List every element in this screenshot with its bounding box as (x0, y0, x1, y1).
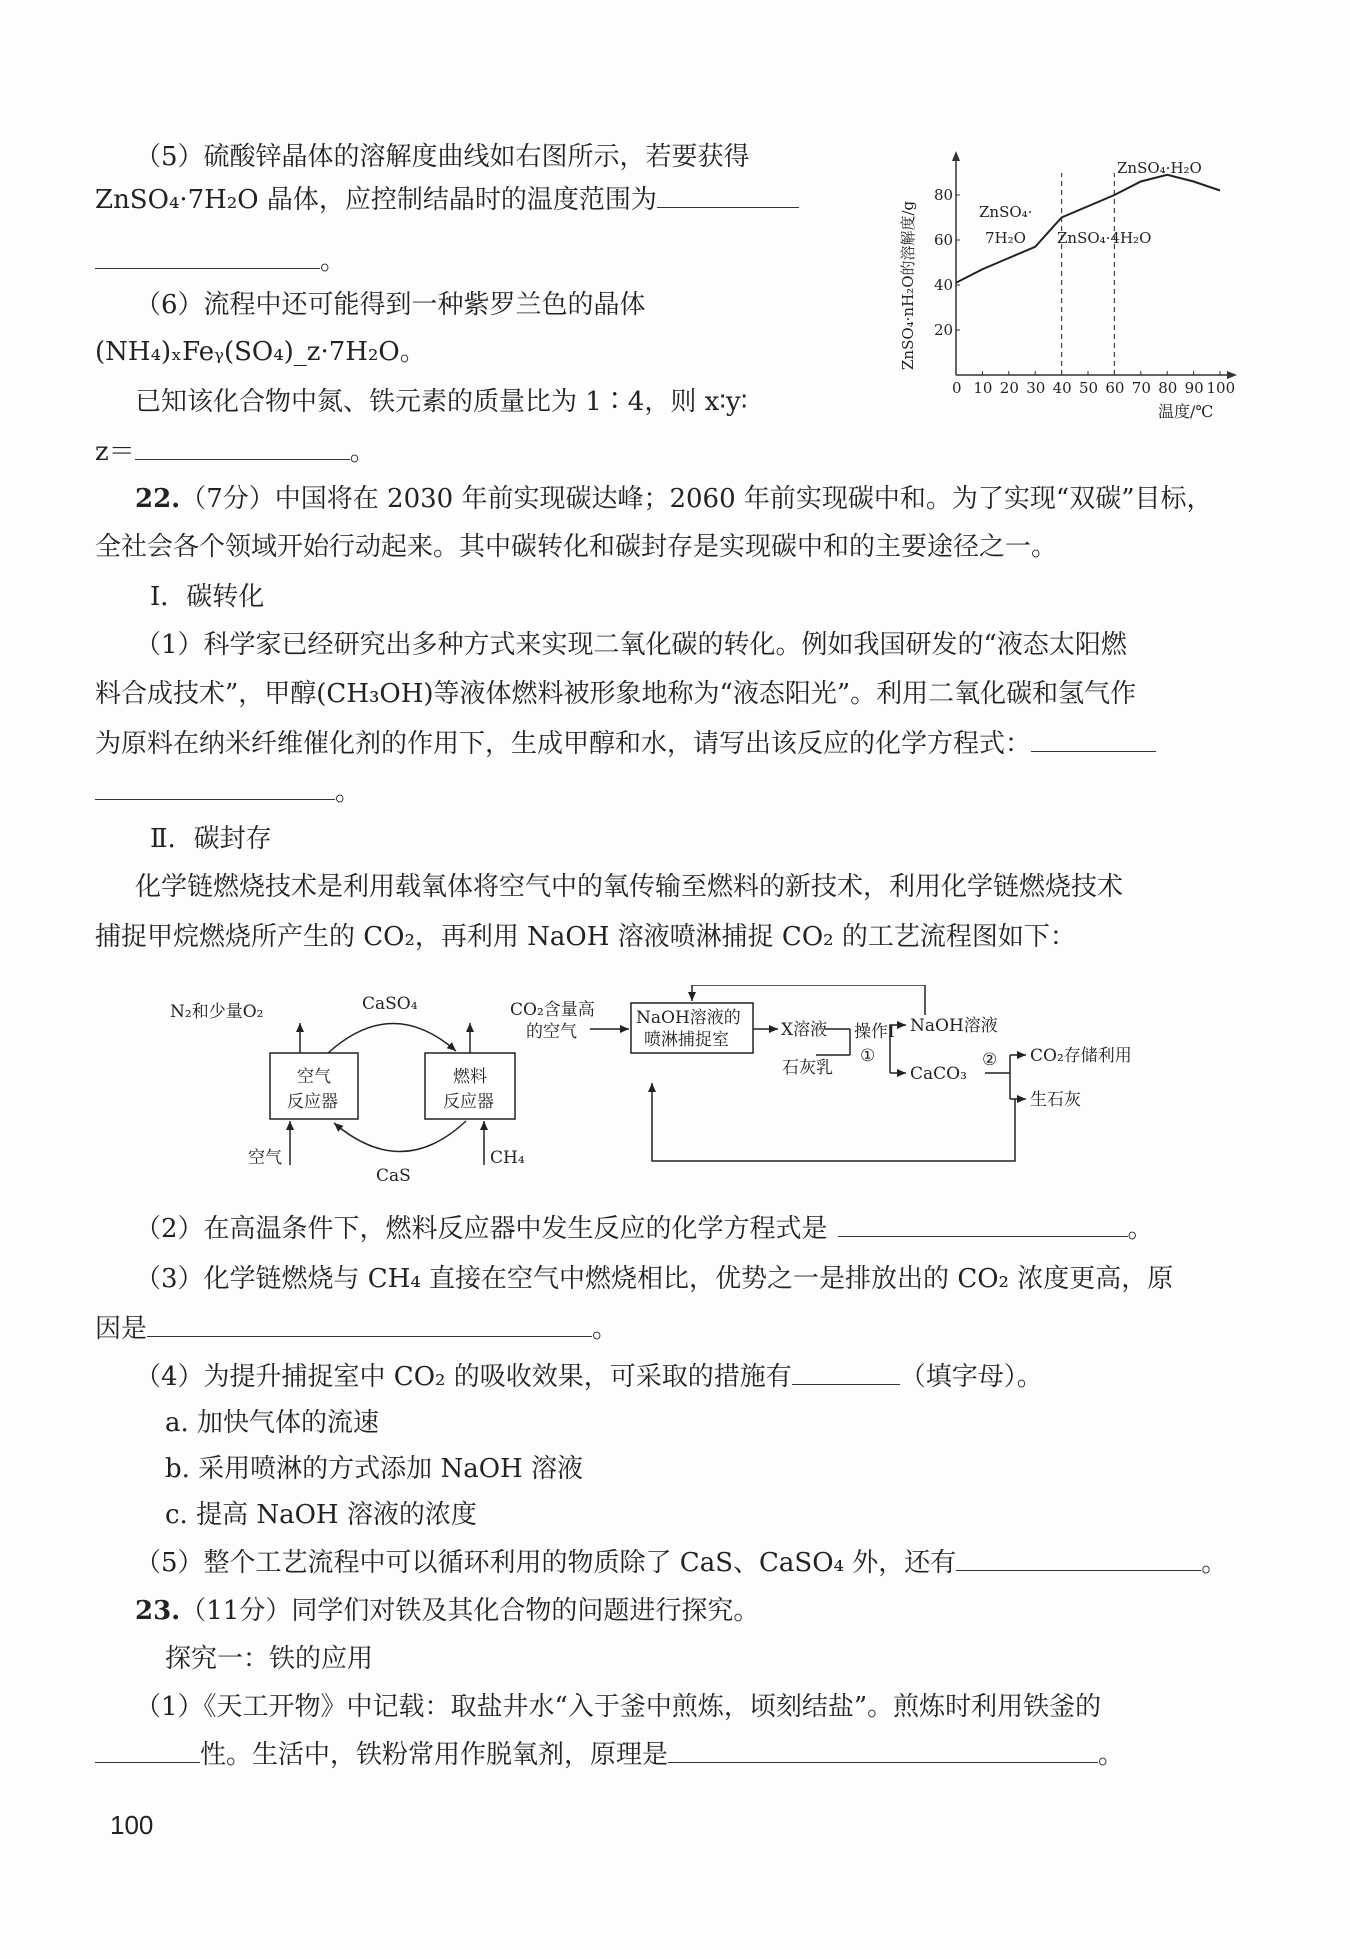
label-air: 空气 (248, 1148, 282, 1168)
region-label-h2o: ZnSO₄·H₂O (1117, 159, 1202, 177)
x-tick-label: 80 (1158, 379, 1178, 397)
q23-p1-line1: （1）《天工开物》中记载：取盐井水“入于釜中煎炼，顷刻结盐”。煎炼时利用铁釜的 (135, 1692, 1102, 1722)
answer-blank-equation-1a[interactable] (1031, 729, 1156, 752)
option-a: a. 加快气体的流速 (165, 1408, 380, 1438)
region-label-4h2o: ZnSO₄·4H₂O (1057, 229, 1152, 247)
q22-intro-line2: 捕捉甲烷燃烧所产生的 CO₂，再利用 NaOH 溶液喷淋捕捉 CO₂ 的工艺流程图如下： (95, 922, 1076, 952)
q23-number: 23. (135, 1596, 181, 1626)
q23-p1-line2-mid: 性。生活中，铁粉常用作脱氧剂，原理是 (200, 1740, 669, 1770)
chart-xlabel: 温度/℃ (1158, 402, 1214, 421)
y-tick-label: 40 (934, 276, 954, 294)
q22-intro-line1: 化学链燃烧技术是利用载氧体将空气中的氧传输至燃料的新技术，利用化学链燃烧技术 (135, 872, 1124, 902)
answer-blank-principle[interactable] (668, 1740, 1098, 1763)
answer-blank-reason[interactable] (147, 1314, 592, 1337)
q23-p1-line2-end: 。 (1098, 1740, 1125, 1770)
q22-p1-line4-end: 。 (335, 777, 362, 807)
label-circle-1: ① (860, 1046, 876, 1066)
q23-heading (135, 1594, 759, 1628)
answer-blank-ratio[interactable] (135, 437, 350, 460)
q22-p3-end: 。 (592, 1314, 619, 1344)
x-tick-label: 30 (1026, 379, 1046, 397)
section-carbon-conversion: Ⅰ．碳转化 (150, 582, 265, 612)
q22-p5 (135, 1546, 1227, 1580)
label-air-reactor-2: 反应器 (287, 1092, 338, 1112)
q21-p5-line1: （5）硫酸锌晶体的溶解度曲线如右图所示，若要获得 (135, 142, 750, 172)
q22-p4-end: （填字母）。 (899, 1362, 1043, 1392)
label-ch4: CH₄ (490, 1148, 525, 1168)
label-caso4: CaSO₄ (362, 994, 418, 1014)
answer-blank-measures[interactable] (792, 1362, 900, 1385)
x-tick-label: 10 (973, 379, 993, 397)
q22-p3-line2 (95, 1312, 618, 1346)
label-fuel-reactor-2: 反应器 (443, 1092, 494, 1112)
label-naoh-solution: NaOH溶液 (910, 1016, 998, 1036)
q22-p5-text: （5）整个工艺流程中可以循环利用的物质除了 CaS、CaSO₄ 外，还有 (135, 1548, 957, 1578)
q22-p1-line1: （1）科学家已经研究出多种方式来实现二氧化碳的转化。例如我国研发的“液态太阳燃 (135, 630, 1127, 660)
q22-heading-text: （7分）中国将在 2030 年前实现碳达峰；2060 年前实现碳中和。为了实现“双碳”目标， (180, 484, 1213, 514)
q21-p6-line4 (95, 435, 376, 469)
label-cas: CaS (376, 1166, 411, 1185)
label-co2-high-2: 的空气 (526, 1022, 577, 1042)
answer-blank-equation-1b[interactable] (95, 777, 335, 800)
q22-p1-line4 (95, 775, 361, 809)
label-capture-1: NaOH溶液的 (636, 1008, 741, 1028)
y-tick-label: 80 (934, 186, 954, 204)
label-caco3: CaCO₃ (910, 1064, 967, 1084)
q22-p1-line3 (95, 727, 1156, 761)
q22-p2-end: 。 (1127, 1214, 1154, 1244)
label-operation-1: 操作Ⅰ (854, 1022, 895, 1042)
x-tick-label: 40 (1052, 379, 1072, 397)
q22-p4-text: （4）为提升捕捉室中 CO₂ 的吸收效果，可采取的措施有 (135, 1362, 792, 1392)
answer-blank-recycled[interactable] (956, 1548, 1201, 1571)
x-tick-label: 90 (1184, 379, 1204, 397)
label-air-reactor-1: 空气 (297, 1067, 331, 1087)
q21-p6-line4-end: 。 (349, 437, 376, 467)
q21-p6-line1: （6）流程中还可能得到一种紫罗兰色的晶体 (135, 290, 646, 320)
q22-p4 (135, 1360, 1043, 1394)
label-fuel-reactor-1: 燃料 (453, 1067, 487, 1087)
q22-p5-end: 。 (1201, 1548, 1228, 1578)
option-c: c. 提高 NaOH 溶液的浓度 (165, 1500, 477, 1530)
solubility-chart (895, 145, 1240, 425)
section-carbon-storage: Ⅱ．碳封存 (150, 824, 272, 854)
q21-p6-line2: (NH₄)ₓFeᵧ(SO₄)_z·7H₂O。 (95, 337, 426, 367)
answer-blank-fuel-reactor-equation[interactable] (838, 1214, 1128, 1237)
label-capture-2: 喷淋捕捉室 (644, 1030, 729, 1050)
q22-heading (135, 482, 1213, 516)
answer-blank-temp-range-1[interactable] (657, 185, 799, 208)
q22-heading-line2: 全社会各个领域开始行动起来。其中碳转化和碳封存是实现碳中和的主要途径之一。 (95, 532, 1058, 562)
page-number: 100 (110, 1810, 154, 1840)
label-lime-milk: 石灰乳 (782, 1058, 833, 1078)
q22-p2-text: （2）在高温条件下，燃料反应器中发生反应的化学方程式是 (135, 1214, 828, 1244)
region-label-7h2o-a: ZnSO₄· (979, 203, 1033, 221)
label-n2-o2: N₂和少量O₂ (170, 1002, 264, 1022)
option-b: b. 采用喷淋的方式添加 NaOH 溶液 (165, 1454, 583, 1484)
q21-p5-line2 (95, 183, 799, 217)
q22-number: 22. (135, 484, 181, 514)
q21-p6-line3: 已知该化合物中氮、铁元素的质量比为 1∶4，则 x∶y∶ (135, 387, 748, 417)
label-co2-high-1: CO₂含量高 (510, 1000, 595, 1020)
x-tick-label: 50 (1079, 379, 1099, 397)
q22-p3-line2-text: 因是 (95, 1314, 148, 1344)
label-x-solution: X溶液 (781, 1020, 828, 1040)
x-tick-label: 60 (1105, 379, 1125, 397)
q22-p1-line3-text: 为原料在纳米纤维催化剂的作用下，生成甲醇和水，请写出该反应的化学方程式： (95, 729, 1032, 759)
answer-blank-temp-range-2[interactable] (95, 246, 320, 269)
answer-blank-property[interactable] (95, 1740, 200, 1763)
x-tick-label: 70 (1131, 379, 1151, 397)
q21-p5-line3 (95, 244, 346, 278)
x-tick-label: 20 (999, 379, 1019, 397)
x-tick-label: 100 (1206, 379, 1236, 397)
q22-p3-line1: （3）化学链燃烧与 CH₄ 直接在空气中燃烧相比，优势之一是排放出的 CO₂ 浓度更高，原 (135, 1264, 1174, 1294)
q21-p5-line3-end: 。 (320, 246, 347, 276)
x-tick-label: 0 (952, 379, 962, 397)
q23-p1-line2 (95, 1738, 1124, 1772)
label-quicklime: 生石灰 (1030, 1090, 1081, 1110)
quicklime-recycle-line (652, 1083, 1015, 1161)
q22-p2 (135, 1212, 1154, 1246)
explore-1-title: 探究一：铁的应用 (165, 1644, 374, 1674)
y-tick-label: 20 (934, 321, 954, 339)
label-co2-storage: CO₂存储利用 (1030, 1046, 1132, 1066)
chart-dividers (1062, 173, 1115, 375)
q23-heading-text: （11分）同学们对铁及其化合物的问题进行探究。 (180, 1596, 760, 1626)
arrow-cas (334, 1121, 466, 1152)
q22-p1-line2: 料合成技术”，甲醇(CH₃OH)等液体燃料被形象地称为“液态阳光”。利用二氧化碳和氢气作 (95, 679, 1137, 709)
q21-p5-line2-text: ZnSO₄·7H₂O 晶体，应控制结晶时的温度范围为 (95, 185, 657, 215)
process-flow-diagram (170, 985, 1220, 1185)
y-tick-label: 60 (934, 231, 954, 249)
region-label-7h2o-b: 7H₂O (985, 229, 1026, 247)
arrow-caso4 (328, 1023, 456, 1053)
q21-p6-line4-start: z＝ (95, 437, 135, 467)
chart-ylabel: ZnSO₄·nH₂O的溶解度/g (899, 200, 917, 370)
label-circle-2: ② (982, 1050, 998, 1070)
